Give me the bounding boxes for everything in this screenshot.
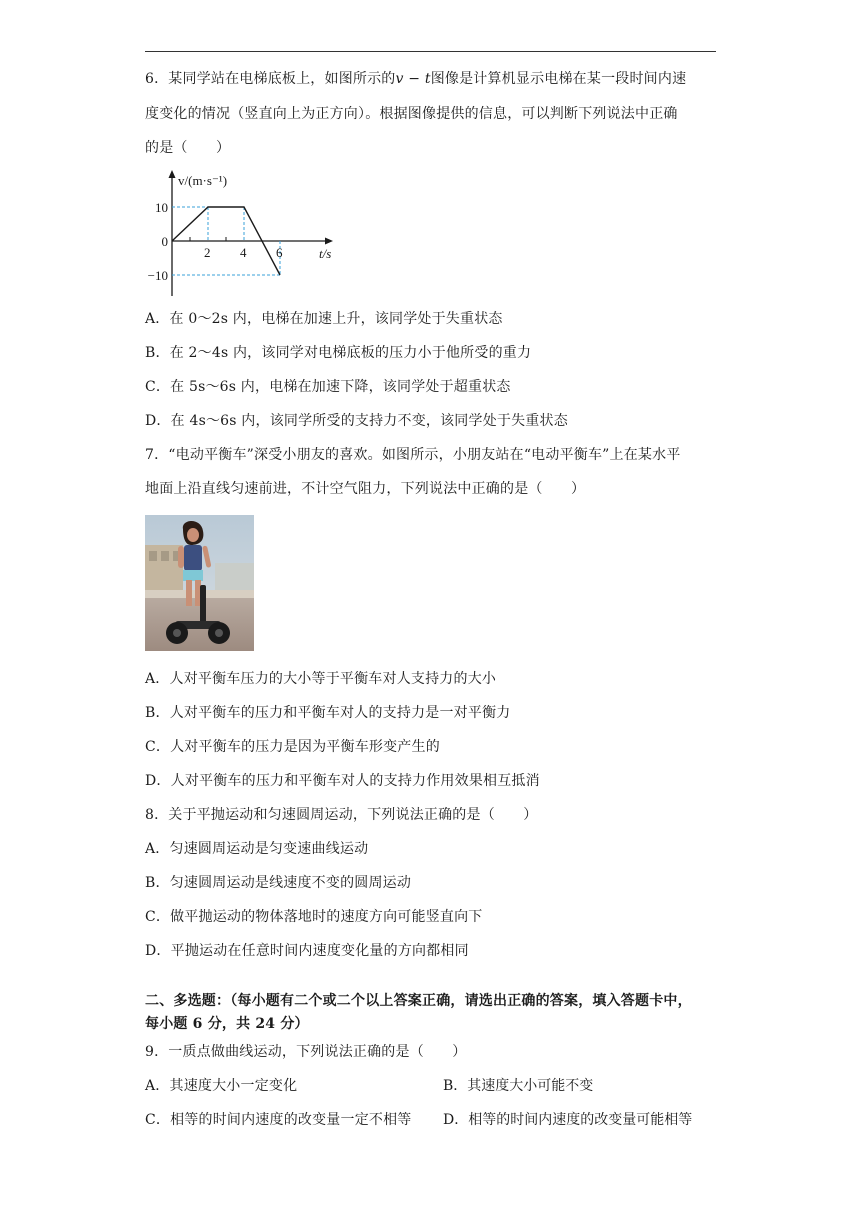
y-tick-label: 10 [155, 200, 168, 215]
q7-stem-line2: 地面上沿直线匀速前进，不计空气阻力，下列说法中正确的是（ ） [145, 481, 586, 497]
q6-stem-line2: 度变化的情况（竖直向上为正方向）。根据图像提供的信息，可以判断下列说法中正确 [145, 106, 678, 122]
q6-option-d: D．在 4s～6s 内，该同学所受的支持力不变，该同学处于失重状态 [145, 413, 568, 429]
q7-stem-line1: 7．“电动平衡车”深受小朋友的喜欢。如图所示，小朋友站在“电动平衡车”上在某水平 [145, 447, 681, 463]
q8-option-a: A．匀速圆周运动是匀变速曲线运动 [145, 841, 369, 857]
section2-heading-line1: 二、多选题：（每小题有二个或二个以上答案正确，请选出正确的答案，填入答题卡中， [145, 993, 692, 1009]
x-tick-label: 2 [204, 245, 211, 260]
q9-option-a: A．其速度大小一定变化 [145, 1078, 298, 1094]
q9-option-d: D．相等的时间内速度的改变量可能相等 [443, 1112, 693, 1128]
y-axis-label: v/(m·s⁻¹) [178, 173, 228, 188]
x-axis-label: t/s [319, 246, 332, 261]
q7-option-b: B．人对平衡车的压力和平衡车对人的支持力是一对平衡力 [145, 705, 511, 721]
q7-option-a: A．人对平衡车压力的大小等于平衡车对人支持力的大小 [145, 671, 497, 687]
q6-stem-line1: 6．某同学站在电梯底板上，如图所示的v − t图像是计算机显示电梯在某一段时间内速 [145, 71, 687, 87]
q7-option-c: C．人对平衡车的压力是因为平衡车形变产生的 [145, 739, 440, 755]
x-axis-arrow [325, 238, 333, 245]
q6-option-b: B．在 2～4s 内，该同学对电梯底板的压力小于他所受的重力 [145, 345, 532, 361]
header-rule [145, 51, 716, 52]
q8-option-c: C．做平抛运动的物体落地时的速度方向可能竖直向下 [145, 909, 483, 925]
q8-option-d: D．平抛运动在任意时间内速度变化量的方向都相同 [145, 943, 469, 959]
y-tick-label: 0 [161, 234, 168, 249]
y-axis-arrow [169, 170, 176, 178]
q6-option-a: A．在 0～2s 内，电梯在加速上升，该同学处于失重状态 [145, 311, 503, 327]
section2-heading-line2: 每小题 6 分，共 24 分） [145, 1016, 309, 1032]
q8-stem: 8．关于平抛运动和匀速圆周运动，下列说法正确的是（ ） [145, 807, 538, 823]
y-tick-label: −10 [147, 268, 168, 283]
vt-graph [145, 168, 335, 300]
q9-option-b: B．其速度大小可能不变 [443, 1078, 594, 1094]
q6-option-c: C．在 5s～6s 内，电梯在加速下降，该同学处于超重状态 [145, 379, 511, 395]
q8-option-b: B．匀速圆周运动是线速度不变的圆周运动 [145, 875, 412, 891]
q9-option-c: C．相等的时间内速度的改变量一定不相等 [145, 1112, 412, 1128]
x-tick-label: 4 [240, 245, 247, 260]
vt-symbol: v − t [395, 71, 431, 87]
x-tick-label: 6 [276, 245, 283, 260]
balance-car-photo [145, 515, 254, 651]
q6-stem-line3: 的是（ ） [145, 140, 231, 156]
q9-stem: 9．一质点做曲线运动，下列说法正确的是（ ） [145, 1044, 467, 1060]
q7-option-d: D．人对平衡车的压力和平衡车对人的支持力作用效果相互抵消 [145, 773, 540, 789]
